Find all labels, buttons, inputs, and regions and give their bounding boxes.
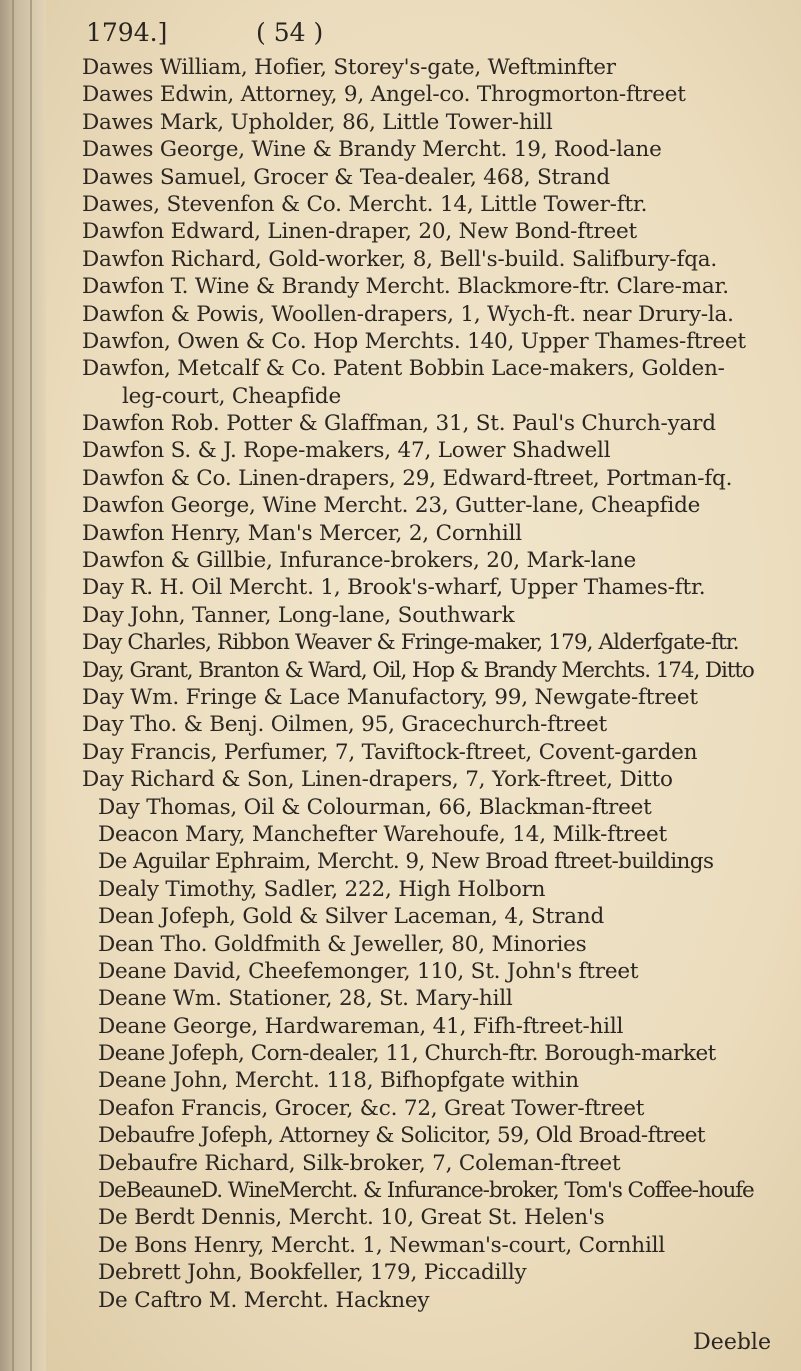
directory-entry: Dealy Timothy, Sadler, 222, High Holborn (98, 876, 546, 902)
directory-entries (82, 54, 782, 1314)
directory-entry: Dean Jofeph, Gold & Silver Laceman, 4, Strand (98, 904, 605, 930)
directory-entry: Dawfon George, Wine Mercht. 23, Gutter-lane, Cheapfide (82, 493, 701, 519)
directory-entry: Day Richard & Son, Linen-drapers, 7, York-ftreet, Ditto (82, 767, 673, 793)
page-year: 1794.] (86, 18, 168, 47)
directory-entry: Day John, Tanner, Long-lane, Southwark (82, 602, 515, 628)
catchword: Deeble (693, 1330, 771, 1355)
directory-entry: Dawfon Richard, Gold-worker, 8, Bell's-build. Salifbury-fqa. (82, 246, 718, 272)
directory-entry: Deane George, Hardwareman, 41, Fifh-ftreet-hill (98, 1013, 624, 1039)
directory-entry: Deane John, Mercht. 118, Bifhopfgate within (98, 1068, 579, 1094)
directory-entry: Dawfon Edward, Linen-draper, 20, New Bond-ftreet (82, 219, 637, 245)
directory-entry: De Aguilar Ephraim, Mercht. 9, New Broad ftreet-buildings (98, 849, 714, 875)
directory-entry: Dawfon, Metcalf & Co. Patent Bobbin Lace-makers, Golden- (82, 356, 725, 382)
directory-entry: Debaufre Jofeph, Attorney & Solicitor, 59, Old Broad-ftreet (98, 1123, 705, 1149)
directory-entry: Day Tho. & Benj. Oilmen, 95, Gracechurch-ftreet (82, 712, 607, 738)
directory-entry: Dawes, Stevenfon & Co. Mercht. 14, Little Tower-ftr. (82, 191, 648, 217)
directory-entry: DeBeauneD. WineMercht. & Infurance-broker, Tom's Coffee-houfe (98, 1178, 754, 1204)
directory-entry: De Caftro M. Mercht. Hackney (98, 1287, 430, 1313)
directory-entry: Dawes Samuel, Grocer & Tea-dealer, 468, Strand (82, 164, 610, 190)
page-header (86, 18, 746, 54)
directory-entry: Dean Tho. Goldfmith & Jeweller, 80, Minories (98, 931, 587, 957)
directory-entry: Day R. H. Oil Mercht. 1, Brook's-wharf, Upper Thames-ftr. (82, 575, 706, 601)
directory-entry: Dawfon & Gillbie, Infurance-brokers, 20, Mark-lane (82, 548, 636, 574)
directory-entry: Day Thomas, Oil & Colourman, 66, Blackman-ftreet (98, 794, 652, 820)
directory-entry: Dawfon S. & J. Rope-makers, 47, Lower Shadwell (82, 438, 611, 464)
directory-entry: Dawfon, Owen & Co. Hop Merchts. 140, Upper Thames-ftreet (82, 328, 746, 354)
directory-entry: Dawfon Henry, Man's Mercer, 2, Cornhill (82, 520, 522, 546)
gutter-line (12, 0, 14, 1371)
directory-entry: Debrett John, Bookfeller, 179, Piccadilly (98, 1260, 527, 1286)
directory-entry: Day, Grant, Branton & Ward, Oil, Hop & Brandy Merchts. 174, Ditto (82, 657, 754, 683)
directory-entry: Dawfon Rob. Potter & Glaffman, 31, St. Paul's Church-yard (82, 411, 716, 437)
directory-entry: Deacon Mary, Manchefter Warehoufe, 14, Milk-ftreet (98, 821, 667, 847)
directory-entry: Dawfon T. Wine & Brandy Mercht. Blackmore-ftr. Clare-mar. (82, 274, 729, 300)
directory-entry-continuation: leg-court, Cheapfide (122, 383, 341, 409)
directory-entry: Debaufre Richard, Silk-broker, 7, Coleman-ftreet (98, 1150, 621, 1176)
gutter-line (30, 0, 32, 1371)
directory-entry: Dawes George, Wine & Brandy Mercht. 19, Rood-lane (82, 137, 662, 163)
directory-entry: Day Francis, Perfumer, 7, Taviftock-ftreet, Covent-garden (82, 739, 698, 765)
directory-entry: Dawes William, Hofier, Storey's-gate, Weftminfter (82, 55, 616, 80)
directory-entry: Dawes Mark, Upholder, 86, Little Tower-hill (82, 109, 553, 135)
directory-entry: Deane David, Cheefemonger, 110, St. John's ftreet (98, 958, 639, 984)
directory-entry: Deafon Francis, Grocer, &c. 72, Great Tower-ftreet (98, 1095, 645, 1121)
directory-entry: Dawfon & Powis, Woollen-drapers, 1, Wych-ft. near Drury-la. (82, 301, 734, 327)
book-gutter (0, 0, 46, 1371)
directory-entry: Deane Jofeph, Corn-dealer, 11, Church-ftr. Borough-market (98, 1041, 716, 1067)
directory-entry: Deane Wm. Stationer, 28, St. Mary-hill (98, 986, 513, 1012)
directory-entry: De Bons Henry, Mercht. 1, Newman's-court, Cornhill (98, 1232, 665, 1258)
directory-entry: De Berdt Dennis, Mercht. 10, Great St. Helen's (98, 1205, 605, 1231)
directory-entry: Dawfon & Co. Linen-drapers, 29, Edward-ftreet, Portman-fq. (82, 465, 733, 491)
page-number: ( 54 ) (256, 18, 324, 47)
directory-entry: Day Charles, Ribbon Weaver & Fringe-maker, 179, Alderfgate-ftr. (82, 630, 739, 656)
directory-entry: Day Wm. Fringe & Lace Manufactory, 99, Newgate-ftreet (82, 684, 698, 710)
directory-entry: Dawes Edwin, Attorney, 9, Angel-co. Throgmorton-ftreet (82, 82, 686, 108)
